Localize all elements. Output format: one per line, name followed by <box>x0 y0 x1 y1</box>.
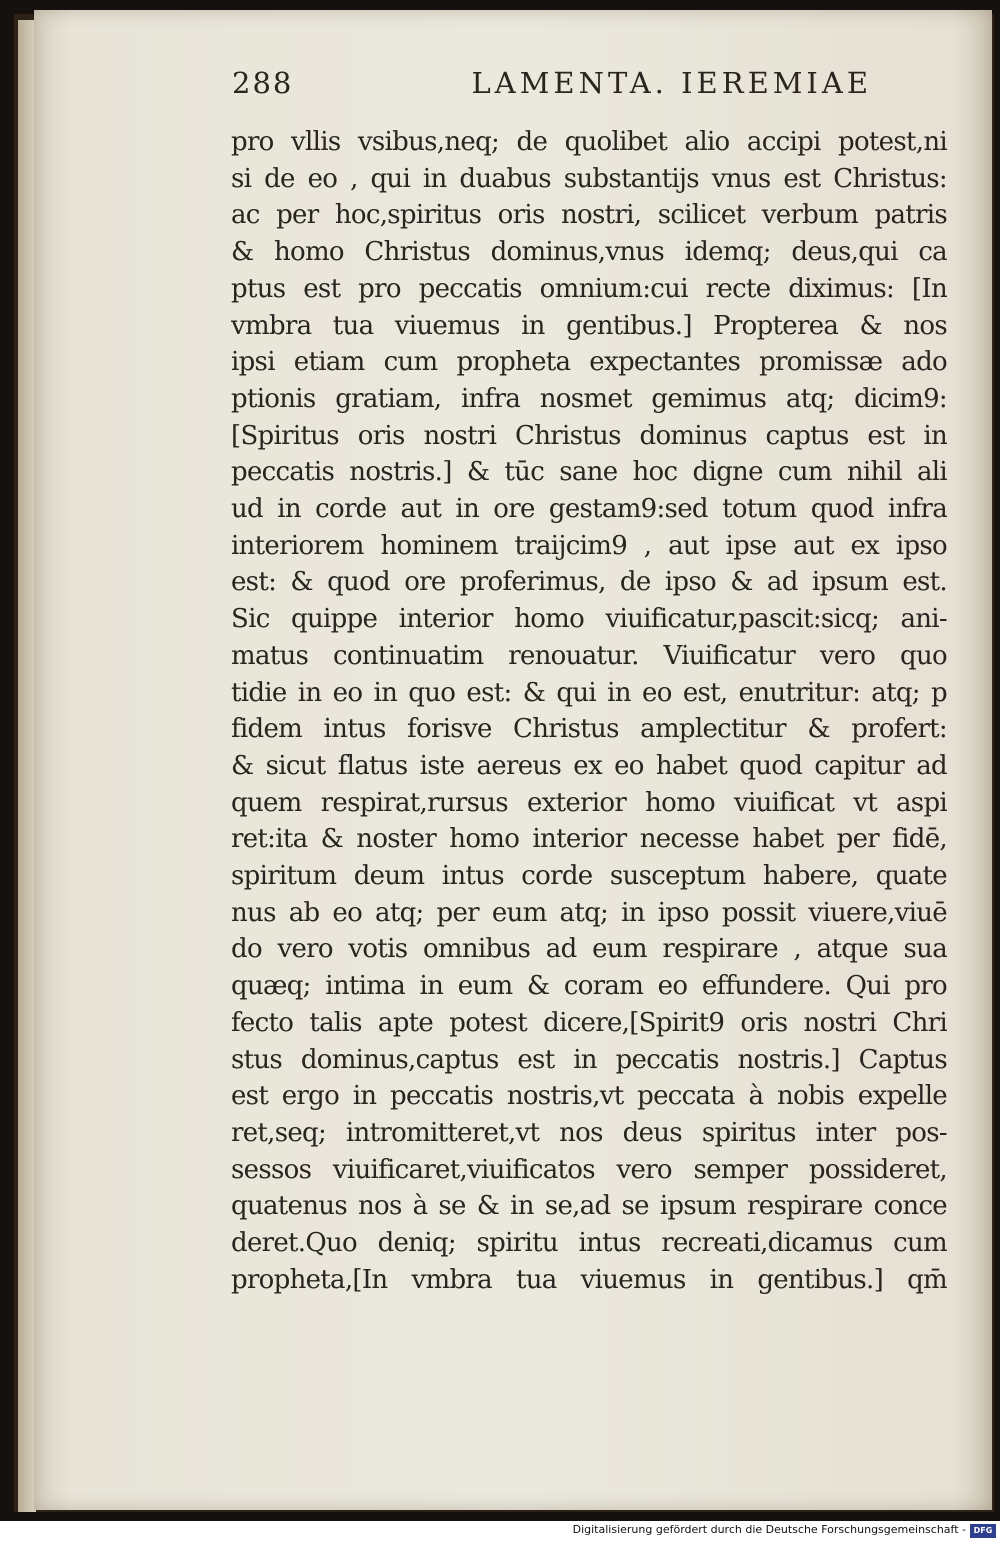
text-line: do vero votis omnibus ad eum respirare , atque sua <box>231 934 947 965</box>
text-line: Sic quippe interior homo viuificatur,pascit:sicq; ani- <box>231 604 947 635</box>
text-line: stus dominus,captus est in peccatis nostris.] Captus <box>231 1044 947 1075</box>
text-line: & sicut flatus iste aereus ex eo habet quod capitur ad <box>231 750 947 781</box>
main-text <box>231 124 947 1299</box>
text-line: sessos viuificaret,viuificatos vero semper possideret, <box>231 1154 947 1185</box>
text-line: quæq; intima in eum & coram eo effundere. Qui pro <box>231 971 947 1002</box>
text-line: quatenus nos à se & in se,ad se ipsum respirare conce <box>231 1191 947 1222</box>
page-header <box>232 66 872 106</box>
text-line: tidie in eo in quo est: & qui in eo est, enutritur: atq; p <box>231 677 947 708</box>
digitization-footer <box>0 1521 1000 1541</box>
text-line: ipsi etiam cum propheta expectantes promissæ ado <box>231 347 947 378</box>
text-line: quem respirat,rursus exterior homo viuificat vt aspi <box>231 787 947 818</box>
text-line: si de eo , qui in duabus substantijs vnus est Christus: <box>231 163 947 194</box>
page-number: 288 <box>232 66 294 100</box>
text-line: ret:ita & noster homo interior necesse habet per fidē, <box>231 824 947 855</box>
text-line: ac per hoc,spiritus oris nostri, scilicet verbum patris <box>231 200 947 231</box>
text-line: matus continuatim renouatur. Viuificatur vero quo <box>231 640 947 671</box>
text-line: interiorem hominem traijcim9 , aut ipse aut ex ipso <box>231 530 947 561</box>
text-line: ret,seq; intromitteret,vt nos deus spiritus inter pos- <box>231 1117 947 1148</box>
text-line: ptionis gratiam, infra nosmet gemimus atq; dicim9: <box>231 383 947 414</box>
text-line: [Spiritus oris nostri Christus dominus captus est in <box>231 420 947 451</box>
footer-credit: Digitalisierung gefördert durch die Deutsche Forschungsgemeinschaft - <box>572 1523 966 1536</box>
text-line: propheta,[In vmbra tua viuemus in gentibus.] qm̄ <box>231 1264 947 1295</box>
text-line: ptus est pro peccatis omnium:cui recte diximus: [In <box>231 273 947 304</box>
text-line: vmbra tua viuemus in gentibus.] Propterea & nos <box>231 310 947 341</box>
text-line: est ergo in peccatis nostris,vt peccata à nobis expelle <box>231 1081 947 1112</box>
text-line: est: & quod ore proferimus, de ipso & ad ipsum est. <box>231 567 947 598</box>
text-line: peccatis nostris.] & tūc sane hoc digne cum nihil ali <box>231 457 947 488</box>
text-line: spiritum deum intus corde susceptum habere, quate <box>231 861 947 892</box>
text-line: ud in corde aut in ore gestam9:sed totum quod infra <box>231 494 947 525</box>
text-line: nus ab eo atq; per eum atq; in ipso possit viuere,viuē <box>231 897 947 928</box>
text-line: pro vllis vsibus,neq; de quolibet alio accipi potest,ni <box>231 127 947 157</box>
text-line: deret.Quo deniq; spiritu intus recreati,dicamus cum <box>231 1228 947 1259</box>
running-head: LAMENTA. IEREMIAE <box>471 66 872 100</box>
text-line: & homo Christus dominus,vnus idemq; deus,qui ca <box>231 237 947 268</box>
dfg-logo: DFG <box>970 1524 996 1538</box>
text-line: fecto talis apte potest dicere,[Spirit9 oris nostri Chri <box>231 1007 947 1038</box>
text-line: fidem intus forisve Christus amplectitur & profert: <box>231 714 947 745</box>
